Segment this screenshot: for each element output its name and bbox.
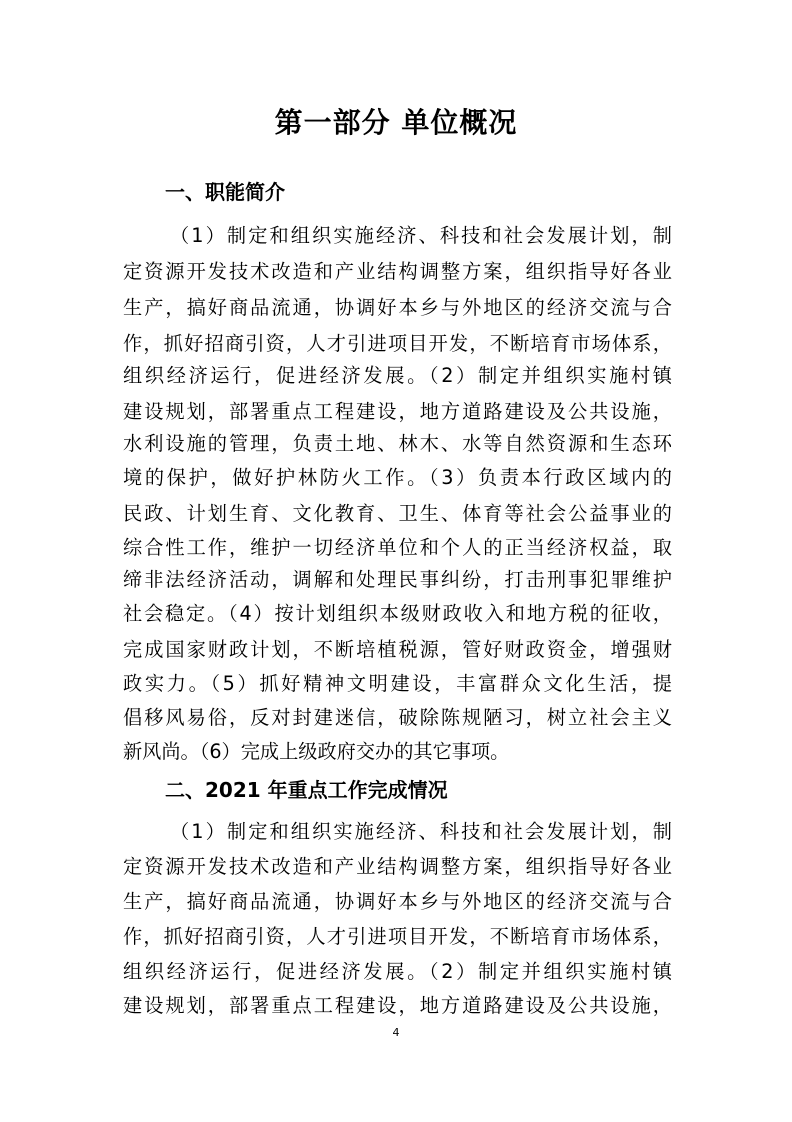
paragraph-line: 倡移风易俗，反对封建迷信，破除陈规陋习，树立社会主义 (123, 706, 672, 729)
section-heading-key-work: 二、2021 年重点工作完成情况 (165, 778, 448, 802)
paragraph-line: 水利设施的管理，负责土地、林木、水等自然资源和生态环 (123, 432, 672, 455)
paragraph-line: 境的保护，做好护林防火工作。（3）负责本行政区域内的 (123, 466, 672, 489)
paragraph-line: 生产，搞好商品流通，协调好本乡与外地区的经济交流与合 (123, 890, 672, 913)
section-heading-functions: 一、职能简介 (165, 180, 285, 204)
paragraph-line: 新风尚。（6）完成上级政府交办的其它事项。 (123, 740, 510, 763)
paragraph-line: 缔非法经济活动，调解和处理民事纠纷，打击刑事犯罪维护 (123, 568, 672, 591)
paragraph-line: 组织经济运行，促进经济发展。（2）制定并组织实施村镇 (123, 364, 672, 387)
paragraph-line: 定资源开发技术改造和产业结构调整方案，组织指导好各业 (123, 260, 672, 283)
paragraph-line: 组织经济运行，促进经济发展。（2）制定并组织实施村镇 (123, 960, 672, 983)
paragraph-line: 社会稳定。（4）按计划组织本级财政收入和地方税的征收， (123, 602, 672, 625)
paragraph-line: 综合性工作，维护一切经济单位和个人的正当经济权益，取 (123, 536, 672, 559)
paragraph-line: 定资源开发技术改造和产业结构调整方案，组织指导好各业 (123, 855, 672, 878)
paragraph-line: （1）制定和组织实施经济、科技和社会发展计划，制 (170, 224, 672, 247)
paragraph-line: 建设规划，部署重点工程建设，地方道路建设及公共设施， (123, 994, 672, 1017)
page-number: 4 (392, 1026, 400, 1039)
paragraph-line: 作，抓好招商引资，人才引进项目开发，不断培育市场体系， (123, 925, 672, 948)
paragraph-line: 民政、计划生育、文化教育、卫生、体育等社会公益事业的 (123, 502, 672, 525)
paragraph-line: 作，抓好招商引资，人才引进项目开发，不断培育市场体系， (123, 332, 672, 355)
paragraph-line: 生产，搞好商品流通，协调好本乡与外地区的经济交流与合 (123, 296, 672, 319)
paragraph-line: 完成国家财政计划，不断培植税源，管好财政资金，增强财 (123, 638, 672, 661)
paragraph-line: 政实力。（5）抓好精神文明建设，丰富群众文化生活，提 (123, 672, 672, 695)
page-title: 第一部分 单位概况 (274, 106, 518, 139)
paragraph-line: 建设规划，部署重点工程建设，地方道路建设及公共设施， (123, 400, 672, 423)
paragraph-line: （1）制定和组织实施经济、科技和社会发展计划，制 (170, 820, 672, 843)
